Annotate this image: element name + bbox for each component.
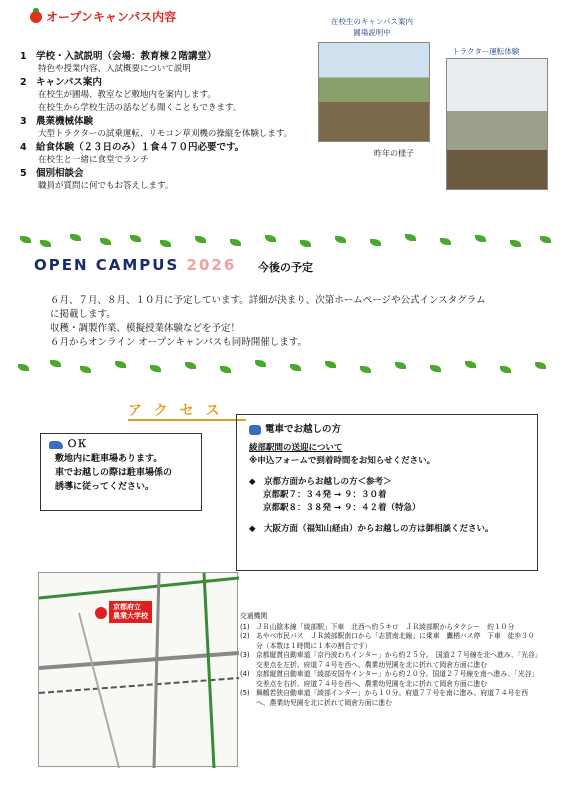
open-campus-subtitle: 今後の予定 bbox=[258, 261, 313, 274]
traffic-row-number: (3) bbox=[240, 651, 250, 659]
program-item bbox=[20, 115, 340, 141]
traffic-row-number: (5) bbox=[240, 689, 250, 697]
school-marker-label bbox=[109, 601, 152, 623]
osaka-note: ◆ 大阪方面（福知山経由）からお越しの方は御相談ください。 bbox=[249, 524, 494, 534]
map-label-line: 京都府立 bbox=[113, 603, 141, 611]
program-item bbox=[20, 141, 340, 167]
traffic-row-text: ＪＲ山陰本線「綾部駅」下車 北西へ約５キロ ＪＲ綾部駅からタクシー 約１０分 bbox=[256, 622, 515, 631]
item-desc: 在校生と一緒に食堂でランチ bbox=[38, 155, 149, 165]
item-title: 学校・入試説明（会場：教育棟２階講堂） bbox=[36, 51, 217, 62]
access-map bbox=[38, 572, 238, 767]
car-line: 敷地内に駐車場あります。 bbox=[55, 454, 163, 464]
item-desc: 在校生が圃場、教室など敷地内を案内します。 bbox=[38, 90, 216, 100]
caption-line: 圃場説明中 bbox=[353, 28, 391, 37]
text-line: ６月からオンライン オープンキャンパスも同時開催します。 bbox=[50, 337, 307, 348]
text-line: に掲載します。 bbox=[50, 309, 116, 320]
item-title: 個別相談会 bbox=[36, 168, 84, 179]
text-line: 収穫・調製作業、模擬授業体験などを予定！ bbox=[50, 323, 241, 334]
traffic-row bbox=[240, 632, 540, 651]
traffic-row-text: 舞鶴若狭自動車道「綾部インター」から１０分。府道７７号を南に進み、府道７４号を西へ、農業幼児園を北に折れて岡倉方面に進む bbox=[256, 689, 529, 707]
photo-caption-last-year: 昨年の様子 bbox=[374, 149, 414, 158]
open-campus-year: 2026 bbox=[186, 256, 237, 274]
tomato-icon bbox=[30, 11, 42, 23]
item-title: 給食体験（２３日のみ）１食４７０円必要です。 bbox=[36, 142, 245, 153]
traffic-row bbox=[240, 670, 540, 689]
item-desc: 特色や授業内容、入試概要について説明 bbox=[38, 64, 191, 74]
pickup-note-title: 綾部駅間の送迎について bbox=[249, 443, 343, 453]
traffic-row-text: 京都縦貫自動車道「京丹波わちインター」から約２５分。 国道２７号線を北へ進み、「光谷」交差点を左折、府道７４号を西へ、農業幼児園を北に折れて岡倉方面に進む bbox=[256, 651, 539, 669]
item-desc: 在校生から学校生活の話なども聞くこともできます。 bbox=[38, 103, 242, 113]
text-line: ６月、７月、８月、１０月に予定しています。詳細が決まり、次第ホームページや公式インスタグラム bbox=[50, 295, 486, 306]
item-desc: 大型トラクターの試乗運転、リモコン草刈機の操縦を体験します。 bbox=[38, 129, 293, 139]
traffic-row-number: (2) bbox=[240, 632, 250, 640]
section-title-text: オープンキャンパス内容 bbox=[46, 10, 177, 24]
item-title: 農業機械体験 bbox=[36, 116, 94, 127]
campus-tour-photo bbox=[318, 42, 430, 142]
traffic-row-text: 京都縦貫自動車道「綾部安国寺インター」から約２０分。国道２７号線を南へ進み、「光谷」交差点を右折、府道７４号を西へ、農業幼児園を北に折れて岡倉方面に進む bbox=[256, 670, 539, 688]
photo-caption-campus-tour bbox=[312, 16, 432, 38]
section-title bbox=[30, 8, 176, 25]
train-icon bbox=[249, 425, 261, 435]
photo-caption-tractor: トラクター運転体験 bbox=[452, 47, 520, 56]
program-item bbox=[20, 76, 340, 115]
tractor-photo bbox=[446, 58, 548, 190]
item-number: 5 bbox=[20, 168, 27, 179]
traffic-info bbox=[240, 612, 540, 708]
kyoto-train-1: 京都駅７：３４発 → ９：３０着 bbox=[263, 490, 387, 500]
map-label-line: 農業大学校 bbox=[113, 612, 148, 620]
kyoto-heading: ◆ 京都方面からお越しの方＜参考＞ bbox=[249, 477, 392, 487]
traffic-row-text: あやべ市民バス ＪＲ綾部駅南口から「志賀南北線」に乗車 鷹栖バス停 下車 徒歩３０分（本数は１時間に１本の割合です） bbox=[256, 632, 535, 650]
car-icon bbox=[49, 441, 63, 449]
car-ok-label: ＯＫ bbox=[67, 439, 87, 450]
train-access-box bbox=[236, 414, 538, 571]
open-campus-text bbox=[50, 294, 540, 350]
program-item bbox=[20, 50, 340, 76]
traffic-heading: 交通機関 bbox=[240, 612, 268, 620]
traffic-row bbox=[240, 689, 540, 708]
open-campus-title bbox=[34, 256, 236, 274]
item-number: 2 bbox=[20, 77, 27, 88]
open-campus-title-text: OPEN CAMPUS bbox=[34, 256, 180, 274]
leaf-divider bbox=[0, 232, 566, 252]
access-title: アクセス bbox=[128, 403, 232, 419]
item-number: 4 bbox=[20, 142, 27, 153]
pickup-note: ※申込フォームで到着時間をお知らせください。 bbox=[249, 456, 436, 466]
car-line: 誘導に従ってください。 bbox=[55, 482, 155, 492]
item-title: キャンパス案内 bbox=[36, 77, 102, 88]
item-number: 1 bbox=[20, 51, 27, 62]
kyoto-train-2: 京都駅８：３８発 → ９：４２着（特急） bbox=[263, 503, 421, 513]
car-access-box bbox=[40, 433, 202, 511]
traffic-row-number: (4) bbox=[240, 670, 250, 678]
caption-line: 在校生のキャンパス案内 bbox=[331, 17, 413, 26]
access-underline bbox=[128, 419, 246, 421]
program-item bbox=[20, 167, 340, 193]
traffic-row bbox=[240, 623, 540, 633]
traffic-row bbox=[240, 651, 540, 670]
item-desc: 職員が質問に何でもお答えします。 bbox=[38, 181, 174, 191]
program-list bbox=[20, 50, 340, 193]
item-number: 3 bbox=[20, 116, 27, 127]
leaf-divider bbox=[0, 358, 566, 378]
train-head-label: 電車でお越しの方 bbox=[265, 424, 342, 435]
car-line: 車でお越しの際は駐車場係の bbox=[55, 468, 173, 478]
traffic-row-number: (1) bbox=[240, 622, 250, 631]
